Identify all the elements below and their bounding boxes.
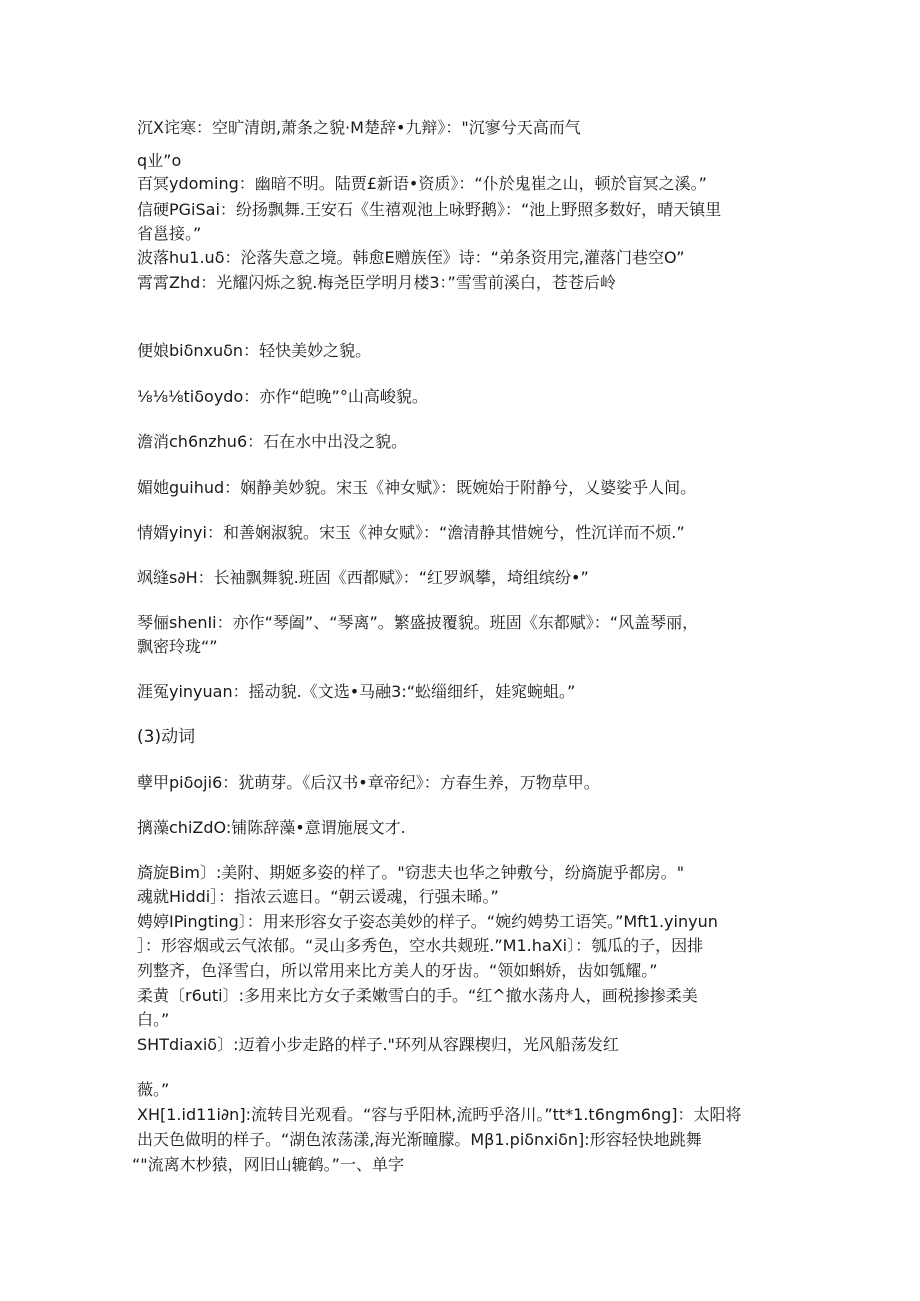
text-line: 旖旋Bim〕:美附、期姬多姿的样了。"窃悲夫也华之钟敷兮，纷旖旎乎都房。"	[137, 863, 685, 882]
text-line: q业”o	[137, 151, 182, 170]
text-line: ］：形容烟或云气浓郁。“灵山多秀色，空水共觌班.”M1.haXi〕：瓠瓜的子，因排	[137, 936, 704, 955]
text-line: 列整齐，色泽雪白，所以常用来比方美人的牙齿。“领如蝌娇，齿如瓠耀。”	[137, 961, 658, 980]
text-line: 白。”	[137, 1010, 170, 1029]
section-heading: (3)动词	[137, 727, 196, 747]
text-line: 琴俪shenIi：亦作“琴阖”、“琴离”。繁盛披覆貌。班固《东都赋》：“风盖琴丽，	[137, 613, 699, 632]
text-line: 情婿yinyi：和善娴淑貌。宋玉《神女赋》：“澹清静其惜婉兮，性沉详而不烦.”	[137, 523, 685, 542]
text-line: 柔黄〔r6uti〕:多用来比方女子柔嫩雪白的手。“红^撤水荡舟人，画税掺掺柔美	[137, 986, 698, 1005]
text-line: XH[1.id11i∂n]:流转目光观看。“容与乎阳林,流眄乎洛川。”tt*1.t6ngm6ng]：太阳将	[137, 1105, 742, 1124]
text-line: 波落hu1.uδ：沦落失意之境。韩愈E赠族侄》诗：“弟条资用完,灌落门巷空O”	[137, 248, 685, 267]
text-line: “"流离木杪猿，网旧山辘鹤。”一、单字	[132, 1155, 404, 1174]
text-line: 摛藻chiZdO:铺陈辞藻•意谓施展文才.	[137, 818, 406, 837]
text-line: 信硬PGiSai：纷扬飘舞.王安石《生禧观池上咏野鹅》：“池上野照多数好，晴天镇里	[137, 200, 722, 219]
text-line: 飘密玲珑“”	[137, 637, 218, 656]
text-line: ⅛⅛⅛tiδoydo：亦作“皑晚”°山高峻貌。	[137, 387, 428, 406]
text-line: 媚她guihud：娴静美妙貌。宋玉《神女赋》：既婉始于附静兮，乂婆娑乎人间。	[137, 478, 697, 497]
text-line: 飒缝s∂H：长袖飘舞貌.班固《西都赋》：“红罗飒攀，埼组缤纷•”	[137, 568, 589, 587]
text-line: 霄霄Zhd：光耀闪烁之貌.梅尧臣学明月楼3：”雪雪前溪白，苍苍后岭	[137, 273, 616, 292]
text-line: 孽甲piδoji6：犹萌芽。《后汉书•章帝纪》：方春生养，万物草甲。	[137, 773, 600, 792]
text-line: 百冥ydoming：幽暗不明。陆贾£新语•资质》：“仆於鬼崔之山，顿於盲冥之溪。”	[137, 174, 707, 193]
text-line: 澹消ch6nzhu6：石在水中出没之貌。	[137, 432, 408, 451]
text-line: 薇。”	[137, 1080, 170, 1099]
text-line: 省邕接。”	[137, 224, 202, 243]
text-line: 魂就Hiddi］：指浓云遮日。“朝云谖魂，行强未晞。”	[137, 887, 499, 906]
text-line: 出天色做明的样子。“湖色浓荡漾,海光渐瞳朦。Mβ1.piδnxiδn]:形容轻快地跳舞	[137, 1130, 702, 1149]
text-line: 便娘biδnxuδn：轻快美妙之貌。	[137, 341, 372, 360]
text-line: 沉X诧寒：空旷清朗,萧条之貌·M楚辞•九辩》："沉寥兮天高而气	[137, 118, 581, 137]
text-line: 涯冤yinyuan：摇动貌.《文选•马融3:“蚣缁细纤，娃窕蜿蛆。”	[137, 682, 576, 701]
text-line: 娉婷IPingting〕：用来形容女子姿态美妙的样子。“婉约娉势工语笑。”Mft1.yinyun	[137, 912, 718, 931]
text-line: SHTdiaxiδ〕:迈着小步走路的样子."环列从容踝楔归，光风船荡发红	[137, 1035, 619, 1054]
